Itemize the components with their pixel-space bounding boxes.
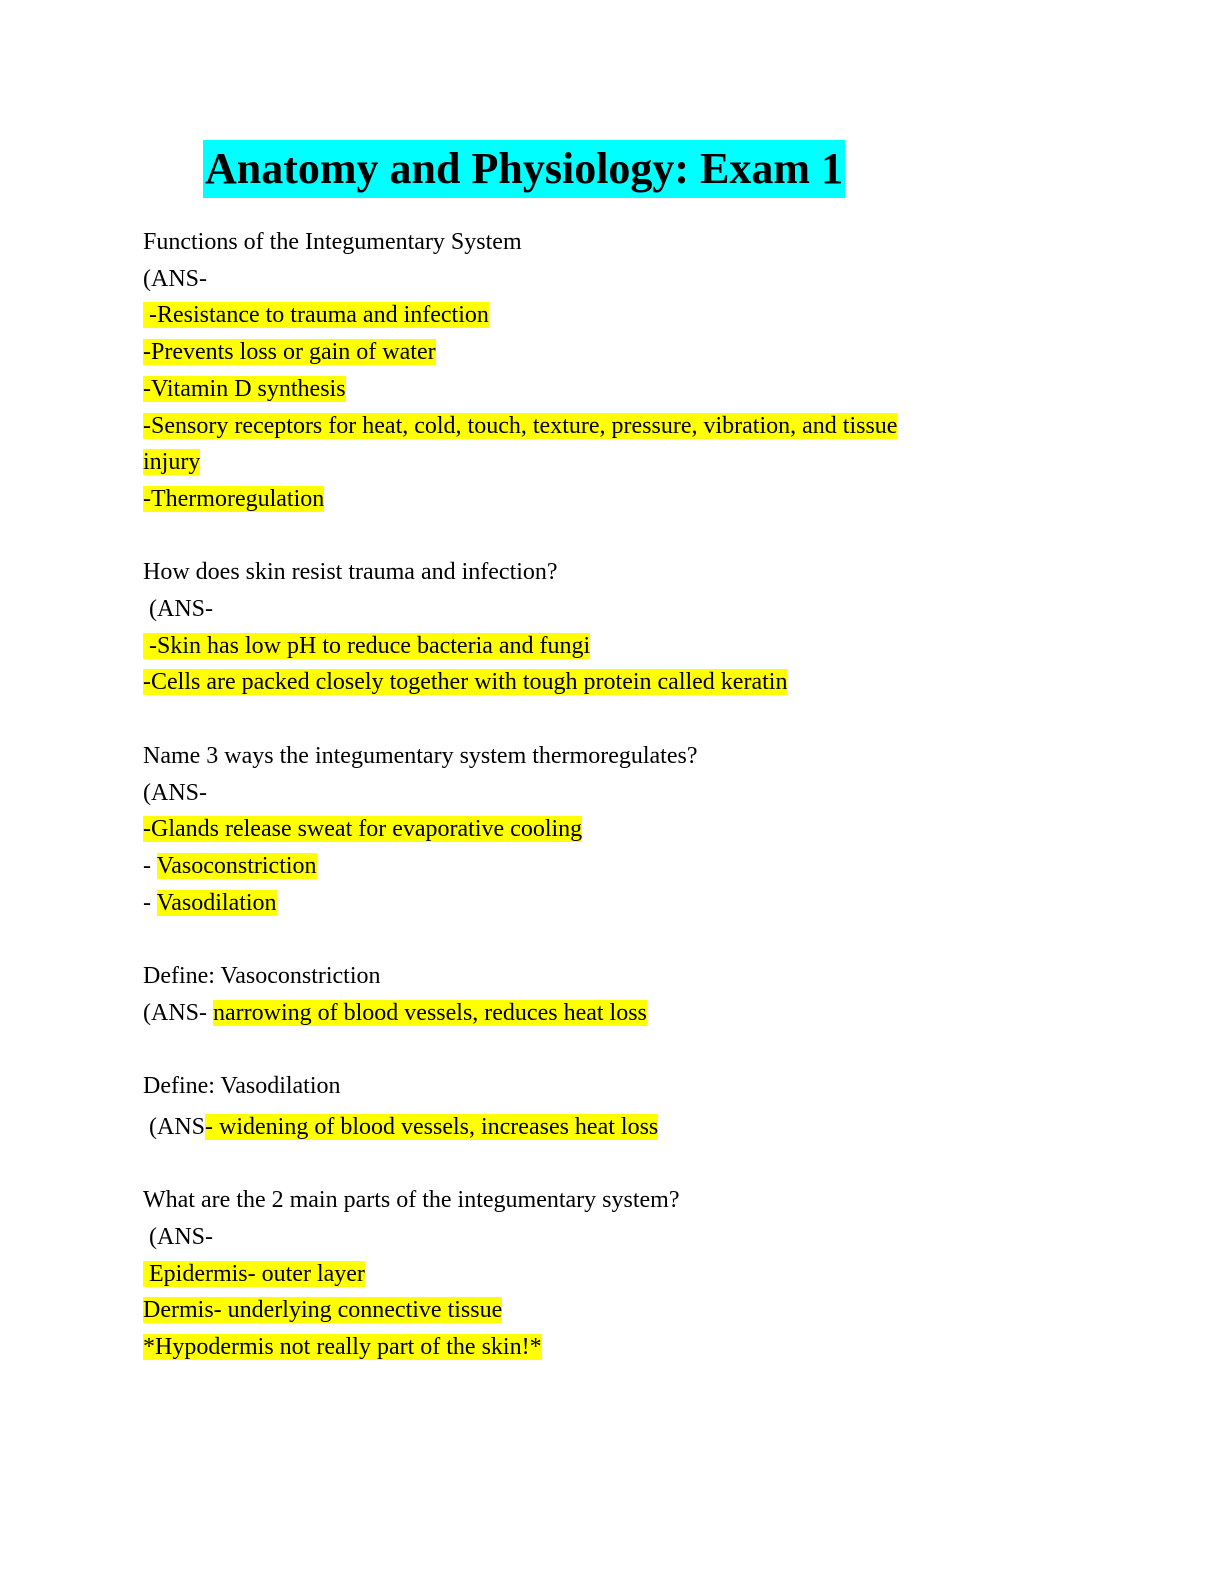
question-text: Name 3 ways the integumentary system thermoregulates?	[143, 742, 698, 769]
answer-item: Vasodilation	[156, 889, 277, 916]
answer-item: Epidermis- outer layer	[143, 1260, 365, 1287]
answer-item: -Resistance to trauma and infection	[143, 302, 489, 329]
dash-prefix: -	[143, 889, 157, 916]
page-title: Anatomy and Physiology: Exam 1	[203, 140, 845, 198]
question-text: Define: Vasoconstriction	[143, 963, 381, 990]
answer-inline: narrowing of blood vessels, reduces heat loss	[213, 999, 647, 1026]
answer-prefix: (ANS-	[143, 596, 213, 623]
answer-item: *Hypodermis not really part of the skin!*	[143, 1334, 542, 1361]
answer-item: -Glands release sweat for evaporative cooling	[143, 816, 583, 843]
answer-prefix: (ANS-	[143, 1223, 213, 1250]
answer-prefix: (ANS-	[143, 779, 207, 806]
question-text: How does skin resist trauma and infection?	[143, 559, 558, 586]
answer-item: Dermis- underlying connective tissue	[143, 1297, 503, 1324]
question-text: Define: Vasodilation	[143, 1073, 341, 1100]
answer-item: -Prevents loss or gain of water	[143, 339, 436, 366]
answer-item: -Thermoregulation	[143, 485, 325, 512]
answer-item: -Vitamin D synthesis	[143, 375, 346, 402]
answer-prefix: (ANS-	[143, 999, 213, 1026]
document-body	[143, 224, 1043, 1366]
answer-prefix: (ANS	[143, 1113, 206, 1140]
question-text: Functions of the Integumentary System	[143, 229, 522, 255]
answer-item: injury	[143, 449, 201, 476]
answer-inline: - widening of blood vessels, increases heat loss	[205, 1113, 659, 1140]
answer-item: -Sensory receptors for heat, cold, touch, texture, pressure, vibration, and tissue	[143, 412, 898, 439]
answer-item: -Skin has low pH to reduce bacteria and fungi	[143, 632, 591, 659]
question-text: What are the 2 main parts of the integumentary system?	[143, 1187, 680, 1214]
answer-prefix: (ANS-	[143, 265, 207, 292]
answer-item: -Cells are packed closely together with tough protein called keratin	[143, 669, 788, 696]
answer-item: Vasoconstriction	[156, 852, 317, 879]
dash-prefix: -	[143, 852, 157, 879]
